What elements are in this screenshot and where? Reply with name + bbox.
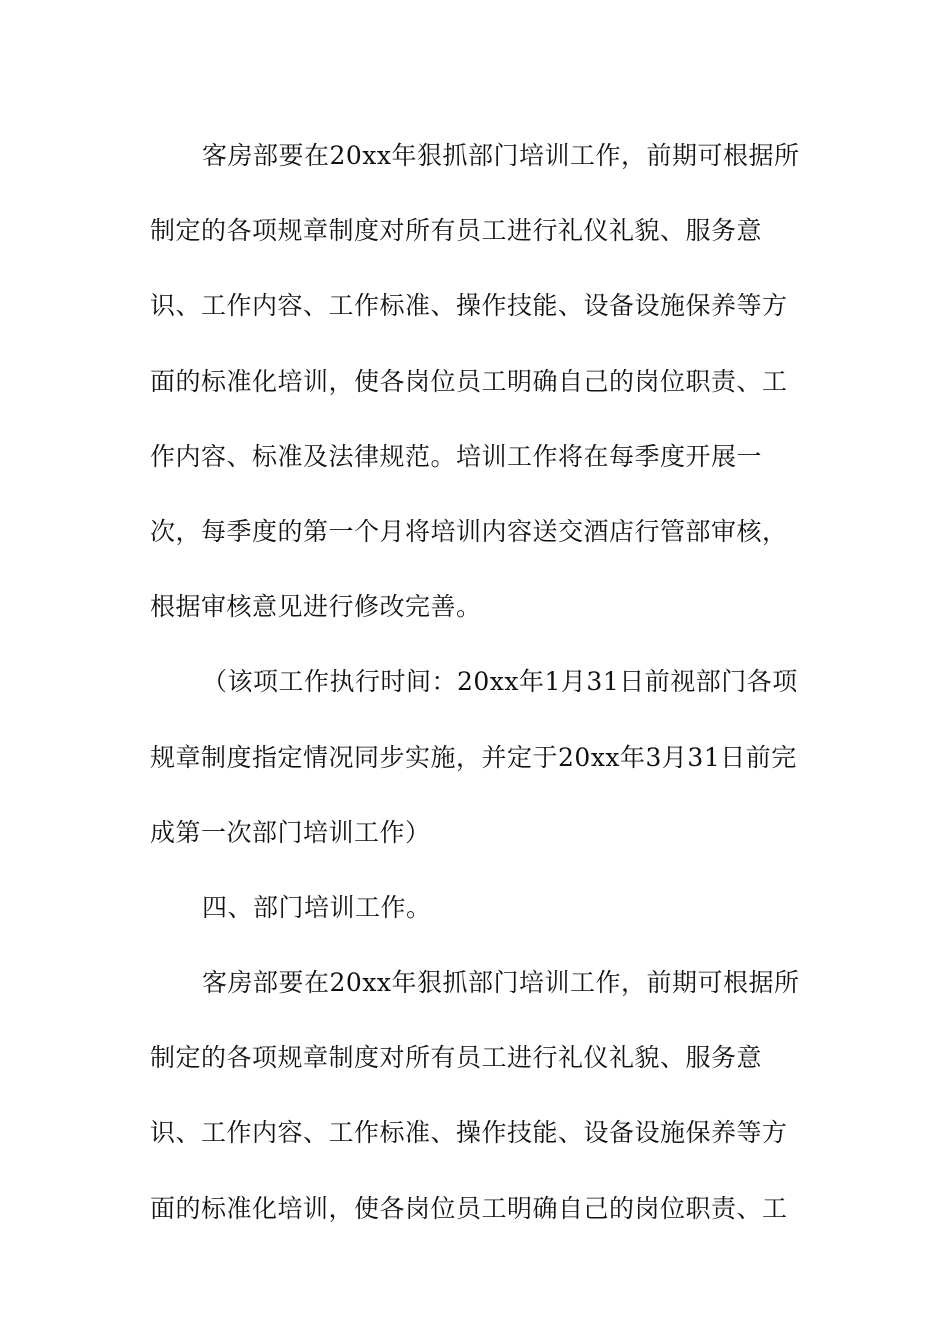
paragraph-1-line-4: 面的标准化培训，使各岗位员工明确自己的岗位职责、工 [150, 366, 788, 396]
section-heading: 四、部门培训工作。 [202, 892, 432, 922]
paragraph-3-line-3: 识、工作内容、工作标准、操作技能、设备设施保养等方 [150, 1118, 788, 1148]
paragraph-3-line-2: 制定的各项规章制度对所有员工进行礼仪礼貌、服务意 [150, 1043, 763, 1073]
paragraph-1-line-6: 次，每季度的第一个月将培训内容送交酒店行管部审核， [150, 516, 788, 546]
document-body [150, 126, 830, 1254]
paragraph-1-line-3: 识、工作内容、工作标准、操作技能、设备设施保养等方 [150, 291, 788, 321]
paragraph-1-line-5: 作内容、标准及法律规范。培训工作将在每季度开展一 [150, 441, 763, 471]
paragraph-2-line-3: 成第一次部门培训工作） [150, 817, 431, 847]
paragraph-2-line-2: 规章制度指定情况同步实施，并定于20xx年3月31日前完 [150, 742, 797, 772]
paragraph-1-line-7: 根据审核意见进行修改完善。 [150, 592, 482, 622]
paragraph-1-line-1: 客房部要在20xx年狠抓部门培训工作，前期可根据所 [202, 141, 800, 170]
paragraph-2-line-1: （该项工作执行时间：20xx年1月31日前视部门各项 [202, 667, 798, 697]
paragraph-3-line-1: 客房部要在20xx年狠抓部门培训工作，前期可根据所 [202, 968, 800, 998]
paragraph-1-line-2: 制定的各项规章制度对所有员工进行礼仪礼貌、服务意 [150, 216, 763, 246]
paragraph-3-line-4: 面的标准化培训，使各岗位员工明确自己的岗位职责、工 [150, 1193, 788, 1223]
